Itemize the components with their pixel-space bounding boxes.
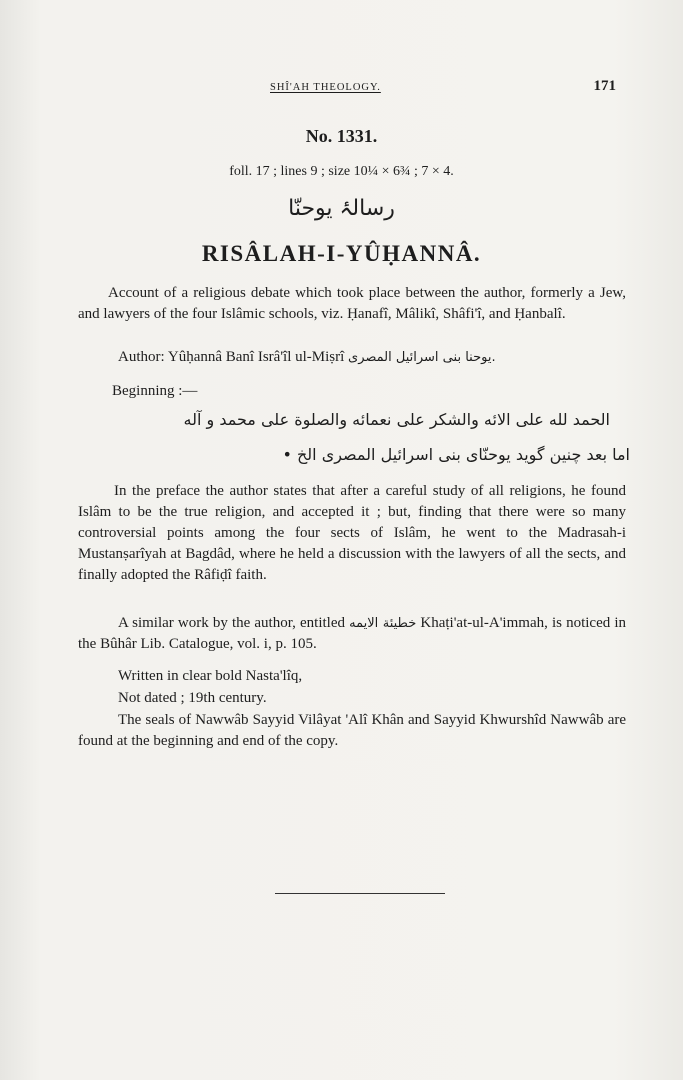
- arabic-title: رسالۂ یوحنّا: [288, 196, 395, 221]
- author-text: Author: Yûḥannâ Banî Isrâ'îl ul-Miṣrî: [118, 349, 345, 365]
- similar-work-paragraph: [78, 613, 626, 655]
- entry-title: RISÂLAH-I-YÛḤANNÂ.: [201, 241, 482, 266]
- preface-paragraph: In the preface the author states that after a careful study of all religions, he found Islâm to be the true religion, and accepted it ; but, finding that there were so many controversial points among the four sects of Islâm, he went to the Madrasah-i Mustanṣarîyah at Bagdâd, where he held a discussion with the lawyers of all the sects, and finally adopted the Râfiḍî faith.: [78, 483, 626, 583]
- similar-work-after: Khaṭi'at-ul-A'immah, is noticed in the Bûhâr Lib. Catalogue, vol. i, p. 105.: [78, 615, 627, 652]
- end-rule: [275, 893, 445, 894]
- similar-work-before: A similar work by the author, entitled: [118, 615, 345, 631]
- description-paragraph: Account of a religious debate which took place between the author, formerly a Jew, and lawyers of the four Islâmic schools, viz. Ḥanafî, Mâlikî, Shâfi'î, and Ḥanbalî.: [78, 285, 626, 322]
- page-number: 171: [593, 78, 616, 94]
- author-arabic: یوحنا بنی اسرائیل المصری.: [348, 350, 496, 365]
- arabic-incipit-line-2: اما بعد چنین گوید یوحنّای بنی اسرائیل المصری الخ •: [282, 445, 630, 464]
- author-line: [118, 347, 638, 368]
- collation-line: foll. 17 ; lines 9 ; size 10¼ × 6¾ ; 7 × 4.: [229, 164, 454, 179]
- script-note: Written in clear bold Nasta'lîq,: [118, 668, 303, 684]
- arabic-incipit-line-1: الحمد لله علی الائه والشکر علی نعمائه والصلوة علی محمد و آله: [183, 410, 610, 429]
- seals-paragraph: The seals of Nawwâb Sayyid Vilâyat 'Alî Khân and Sayyid Khwurshîd Nawwâb are found at the beginning and end of the copy.: [78, 712, 626, 749]
- running-head: [80, 80, 620, 100]
- date-note: Not dated ; 19th century.: [118, 690, 267, 706]
- beginning-label: Beginning :—: [112, 383, 198, 399]
- running-title: SHÎ'AH THEOLOGY.: [270, 82, 381, 93]
- entry-number: No. 1331.: [305, 126, 378, 146]
- similar-work-arabic: خطیئة الایمه: [349, 616, 417, 631]
